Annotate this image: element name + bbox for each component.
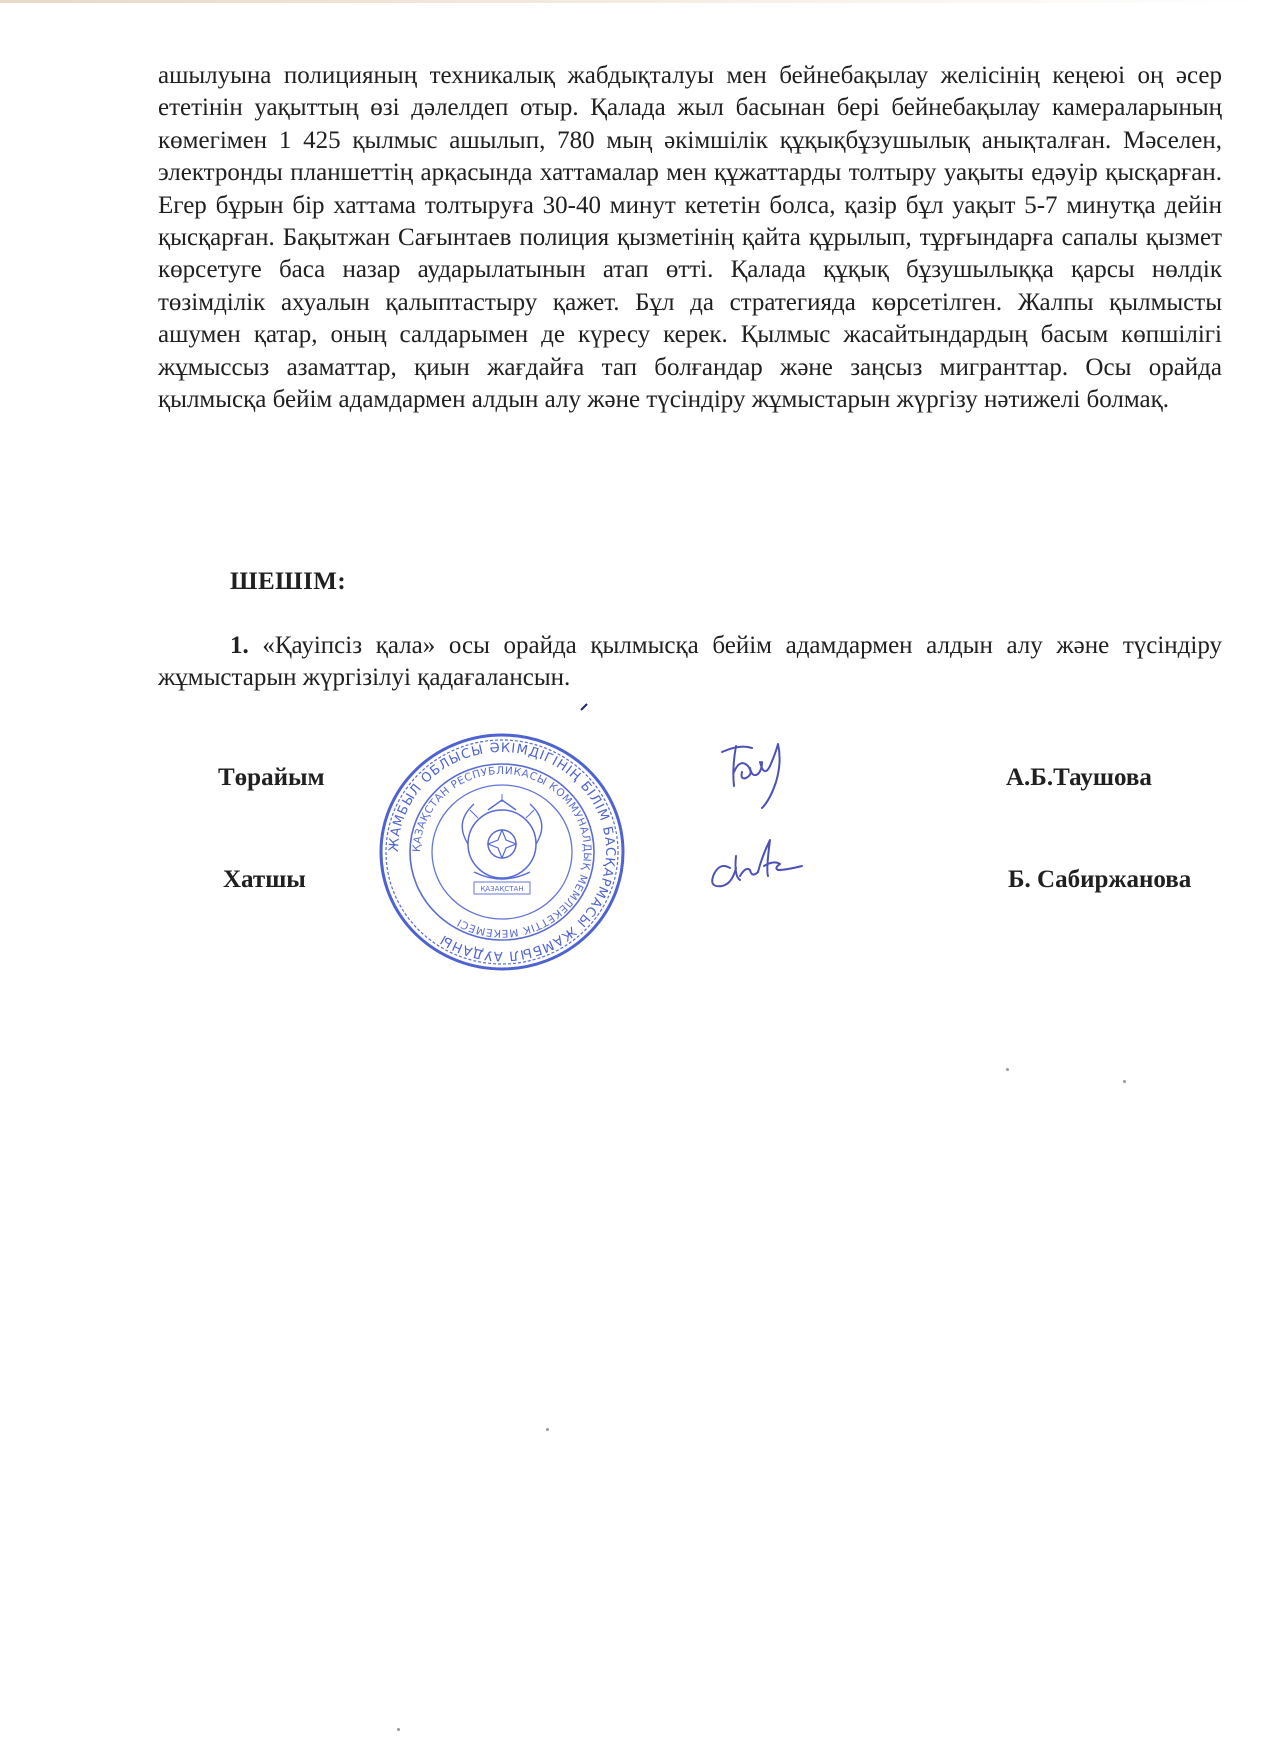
chair-name: А.Б.Таушова bbox=[1006, 764, 1152, 791]
chair-label: Төрайым bbox=[218, 764, 325, 791]
ink-mark bbox=[580, 703, 588, 711]
scan-speck bbox=[397, 1728, 400, 1731]
secretary-name: Б. Сабиржанова bbox=[1008, 866, 1192, 893]
scan-speck bbox=[1006, 1068, 1009, 1071]
decision-item-number: 1. bbox=[230, 632, 249, 659]
page-top-edge bbox=[0, 0, 1264, 3]
secretary-signature bbox=[704, 828, 814, 898]
decision-item-text: «Қауіпсіз қала» осы орайда қылмысқа бейім адамдармен алдын алу және түсіндіру жұмыстарын жүргізілуі қадағалансын. bbox=[158, 632, 1222, 692]
secretary-label: Хатшы bbox=[223, 866, 306, 893]
official-seal bbox=[378, 732, 626, 972]
scan-speck bbox=[1123, 1080, 1126, 1083]
scan-speck bbox=[546, 1428, 549, 1431]
chair-signature bbox=[712, 732, 808, 822]
svg-text:ҚАЗАҚСТАН: ҚАЗАҚСТАН bbox=[480, 885, 524, 893]
body-paragraph: ашылуына полицияның техникалық жабдықталуы мен бейнебақылау желісінің кеңеюі оң әсер ететінін уақыттың өзі дәлелдеп отыр. Қалада жыл басынан бері бейнебақылау камераларының көмегімен 1 425 қылмыс ашылып, 780 мың әкімшілік құқықбұзушылық анықталған. Мәселен, электронды планшеттің арқасында хаттамалар мен құжаттарды толтыру уақыты едәуір қысқарған. Егер бұрын бір хаттама толтыруға 30-40 минут кететін болса, қазір бұл уақыт 5-7 минутқа дейін қысқарған. Бақытжан Сағынтаев полиция қызметінің қайта құрылып, тұрғындарға сапалы қызмет көрсетуге баса назар аударылатынын атап өтті. Қалада құқық бұзушылыққа қарсы нөлдік төзімділік ахуалын қалыптастыру қажет. Бұл да стратегияда көрсетілген. Жалпы қылмысты ашумен қатар, оның салдарымен де күресу керек. Қылмыс жасайтындардың басым көпшілігі жұмыссыз азаматтар, қиын жағдайға тап болғандар және заңсыз мигранттар. Осы орайда қылмысқа бейім адамдармен алдын алу және түсіндіру жұмыстарын жүргізу нәтижелі болмақ. bbox=[158, 62, 1222, 414]
svg-text:ҚАЗАҚСТАН РЕСПУБЛИКАСЫ КОММУНА: ҚАЗАҚСТАН РЕСПУБЛИКАСЫ КОММУНАЛДЫҚ МЕМЛЕКЕТТІК МЕКЕМЕСІ bbox=[410, 764, 594, 940]
decision-item bbox=[158, 630, 1222, 695]
decision-heading: ШЕШІМ: bbox=[230, 568, 347, 595]
svg-text:ЖАМБЫЛ ОБЛЫСЫ ӘКІМДІГІНІҢ БІЛІ: ЖАМБЫЛ ОБЛЫСЫ ӘКІМДІГІНІҢ БІЛІМ БАСҚАРМАСЫ ЖАМБЫЛ АУДАНЫ bbox=[386, 740, 618, 964]
